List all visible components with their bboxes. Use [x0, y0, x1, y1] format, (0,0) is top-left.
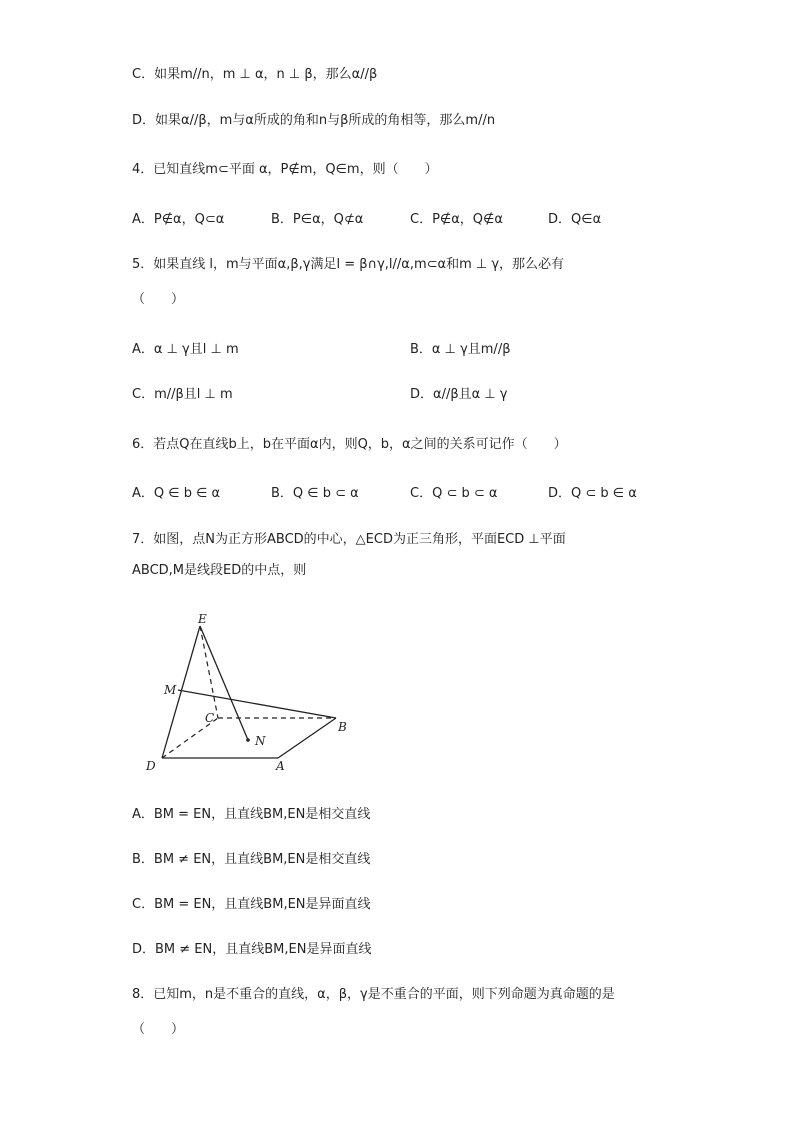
- label-e: E: [198, 612, 207, 626]
- q5-option-a: A．α ⊥ γ且l ⊥ m: [132, 342, 239, 357]
- label-d: D: [146, 759, 156, 773]
- q4-option-a: A．P∉α，Q⊂α: [132, 212, 225, 227]
- q6-stem: 6．若点Q在直线b上，b在平面α内，则Q，b，α之间的关系可记作（ ）: [132, 437, 567, 452]
- q5-paren: （ ）: [132, 292, 185, 307]
- q5-stem: 5．如果直线 l，m与平面α,β,γ满足l = β∩γ,l//α,m⊂α和m ⊥ γ，那么必有: [132, 257, 565, 272]
- q4-option-c: C．P∉α，Q∉α: [410, 212, 503, 227]
- label-n: N: [255, 734, 266, 748]
- q7-option-a: A．BM = EN，且直线BM,EN是相交直线: [132, 807, 371, 822]
- q6-option-b: B．Q ∈ b ⊂ α: [271, 486, 359, 501]
- q7-option-b: B．BM ≠ EN，且直线BM,EN是相交直线: [132, 852, 371, 867]
- q7-option-d: D．BM ≠ EN，且直线BM,EN是异面直线: [132, 942, 372, 957]
- q7-geometry-figure: [140, 610, 380, 780]
- q7-stem-line1: 7．如图，点N为正方形ABCD的中心，△ECD为正三角形，平面ECD ⊥平面: [132, 532, 566, 547]
- q3-option-d: D．如果α//β，m与α所成的角和n与β所成的角相等，那么m//n: [132, 113, 496, 128]
- q7-option-c: C．BM = EN，且直线BM,EN是异面直线: [132, 897, 371, 912]
- label-b: B: [338, 720, 347, 734]
- q4-stem: 4．已知直线m⊂平面 α，P∉m，Q∈m，则（ ）: [132, 162, 438, 177]
- q6-option-c: C．Q ⊂ b ⊂ α: [410, 486, 498, 501]
- q5-option-c: C．m//β且l ⊥ m: [132, 387, 233, 402]
- q4-option-b: B．P∈α，Q⊄α: [271, 212, 364, 227]
- label-a: A: [276, 759, 285, 773]
- q4-option-d: D．Q∈α: [548, 212, 602, 227]
- q7-stem-line2: ABCD,M是线段ED的中点，则: [132, 563, 307, 578]
- q5-option-b: B．α ⊥ γ且m//β: [410, 342, 511, 357]
- q8-paren: （ ）: [132, 1022, 185, 1037]
- label-c: C: [205, 711, 215, 725]
- q5-option-d: D．α//β且α ⊥ γ: [410, 387, 508, 402]
- q8-stem: 8．已知m，n是不重合的直线，α，β，γ是不重合的平面，则下列命题为真命题的是: [132, 987, 615, 1002]
- label-m: M: [164, 683, 177, 697]
- q6-option-a: A．Q ∈ b ∈ α: [132, 486, 221, 501]
- q6-option-d: D．Q ⊂ b ∈ α: [548, 486, 637, 501]
- q3-option-c: C．如果m//n，m ⊥ α，n ⊥ β，那么α//β: [132, 67, 378, 82]
